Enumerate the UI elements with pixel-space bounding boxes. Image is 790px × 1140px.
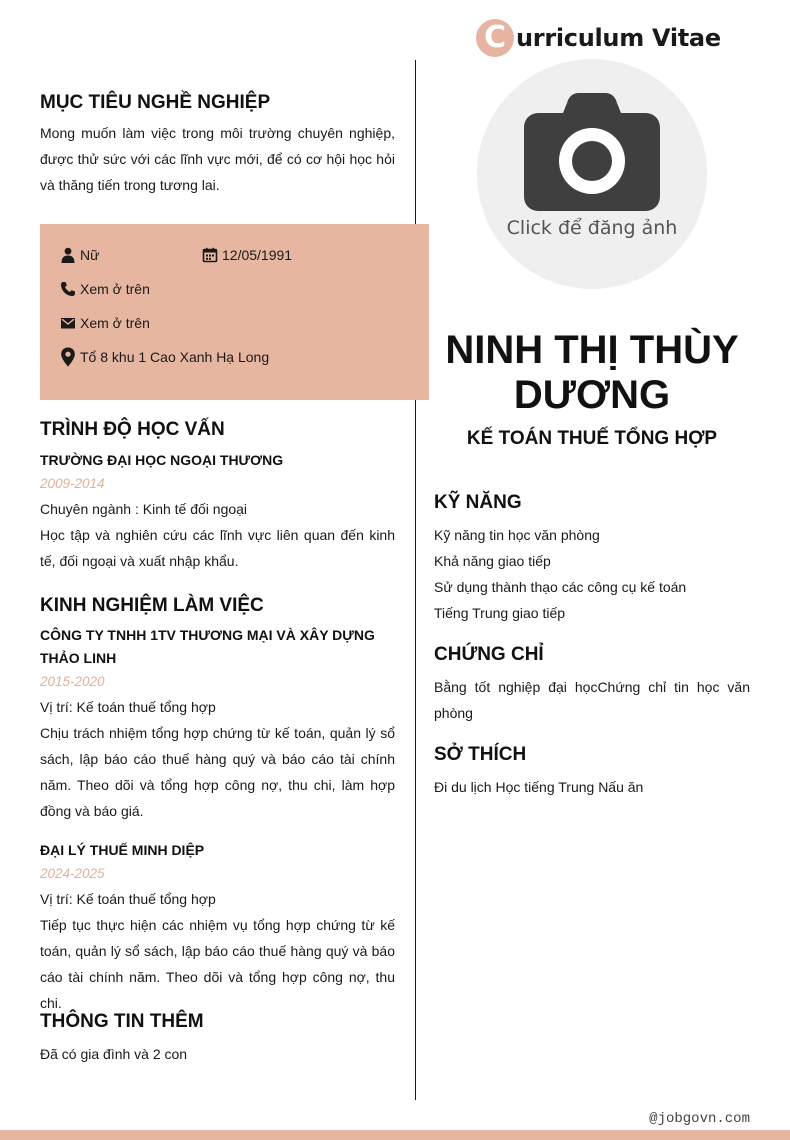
job-position: Vị trí: Kế toán thuế tổng hợp [40,891,216,907]
experience-section [40,595,395,1016]
address-value: Tổ 8 khu 1 Cao Xanh Hạ Long [80,349,270,365]
job-title: KẾ TOÁN THUẾ TỔNG HỢP [466,428,718,449]
skill-item: Sử dụng thành thạo các công cụ kế toán [434,579,687,595]
skill-item: Tiếng Trung giao tiếp [434,605,566,621]
job-years: 2015-2020 [40,674,105,689]
job-description: Tiếp tục thực hiện các nhiệm vụ tổng hợp chứng từ kế toán, quản lý sổ sách, lập báo cáo thuế hàng quý và báo cáo tài chính năm. Theo dõi và tổng hợp công nợ, thu chi. [40,917,395,1011]
skill-item: Kỹ năng tin học văn phòng [434,527,600,543]
phone-icon [60,281,76,297]
full-name [434,328,750,418]
gender-value: Nữ [80,247,100,263]
contact-phone [60,281,150,297]
objective-text: Mong muốn làm việc trong môi trường chuyên nghiệp, được thử sức với các lĩnh vực mới, để có cơ hội học hỏi và thăng tiến trong tương lai. [40,125,395,193]
job-company: CÔNG TY TNHH 1TV THƯƠNG MẠI VÀ XÂY DỰNG THẢO LINH [40,627,375,666]
skills-section [434,492,750,626]
additional-text: Đã có gia đình và 2 con [40,1046,188,1062]
skills-title: KỸ NĂNG [434,492,522,513]
job-entry [40,624,395,824]
certificates-section [434,644,750,726]
hobbies-title: SỞ THÍCH [434,744,527,765]
calendar-icon [202,247,218,263]
job-entry [40,839,395,1016]
job-position: Vị trí: Kế toán thuế tổng hợp [40,699,216,715]
experience-title: KINH NGHIỆM LÀM VIỆC [40,595,264,616]
contact-box [40,224,429,400]
name-line: DƯƠNG [513,373,671,417]
person-icon [60,247,76,263]
location-pin-icon [60,347,76,367]
education-title: TRÌNH ĐỘ HỌC VẤN [40,419,225,440]
footer-brand: @jobgovn.com [649,1111,750,1127]
additional-section [40,1011,395,1067]
photo-caption: Click để đăng ảnh [506,217,678,239]
email-value: Xem ở trên [80,315,150,331]
certificates-text: Bằng tốt nghiệp đại họcChứng chỉ tin học văn phòng [434,679,750,721]
hobbies-section [434,744,750,800]
education-years: 2009-2014 [40,476,105,491]
hobbies-text: Đi du lịch Học tiếng Trung Nấu ăn [434,779,644,795]
skill-item: Khả năng giao tiếp [434,553,551,569]
photo-upload[interactable] [477,59,707,289]
name-line: NINH THỊ THÙY [445,328,739,372]
dob-value: 12/05/1991 [222,247,293,263]
additional-title: THÔNG TIN THÊM [40,1011,204,1032]
footer-bar [0,1130,790,1140]
right-column [434,492,750,800]
education-major: Chuyên ngành : Kinh tế đối ngoại [40,501,248,517]
job-company: ĐẠI LÝ THUẾ MINH DIỆP [40,842,205,858]
envelope-icon [60,315,76,331]
cv-logo [476,16,721,60]
objective-title: MỤC TIÊU NGHỀ NGHIỆP [40,92,271,113]
job-years: 2024-2025 [40,866,105,881]
objective-section [40,92,395,198]
skills-list [434,522,750,626]
name-block [434,328,750,450]
education-school: TRƯỜNG ĐẠI HỌC NGOẠI THƯƠNG [40,452,284,468]
phone-value: Xem ở trên [80,281,150,297]
education-section [40,419,395,574]
camera-icon [523,93,661,213]
certificates-title: CHỨNG CHỈ [434,644,544,665]
contact-gender [60,247,99,263]
column-divider [415,60,416,1100]
logo-c-mark: C [476,19,514,57]
job-description: Chịu trách nhiệm tổng hợp chứng từ kế toán, quản lý sổ sách, lập báo cáo thuế hàng quý và báo cáo tài chính năm. Theo dõi và tổng hợp công nợ, thu chi, làm hợp đồng và báo giá. [40,725,395,819]
logo-text: urriculum Vitae [516,24,721,52]
contact-dob [202,247,292,263]
education-description: Học tập và nghiên cứu các lĩnh vực liên quan đến kinh tế, đối ngoại và xuất nhập khẩu. [40,527,395,569]
contact-address [60,347,269,367]
contact-email [60,315,150,331]
